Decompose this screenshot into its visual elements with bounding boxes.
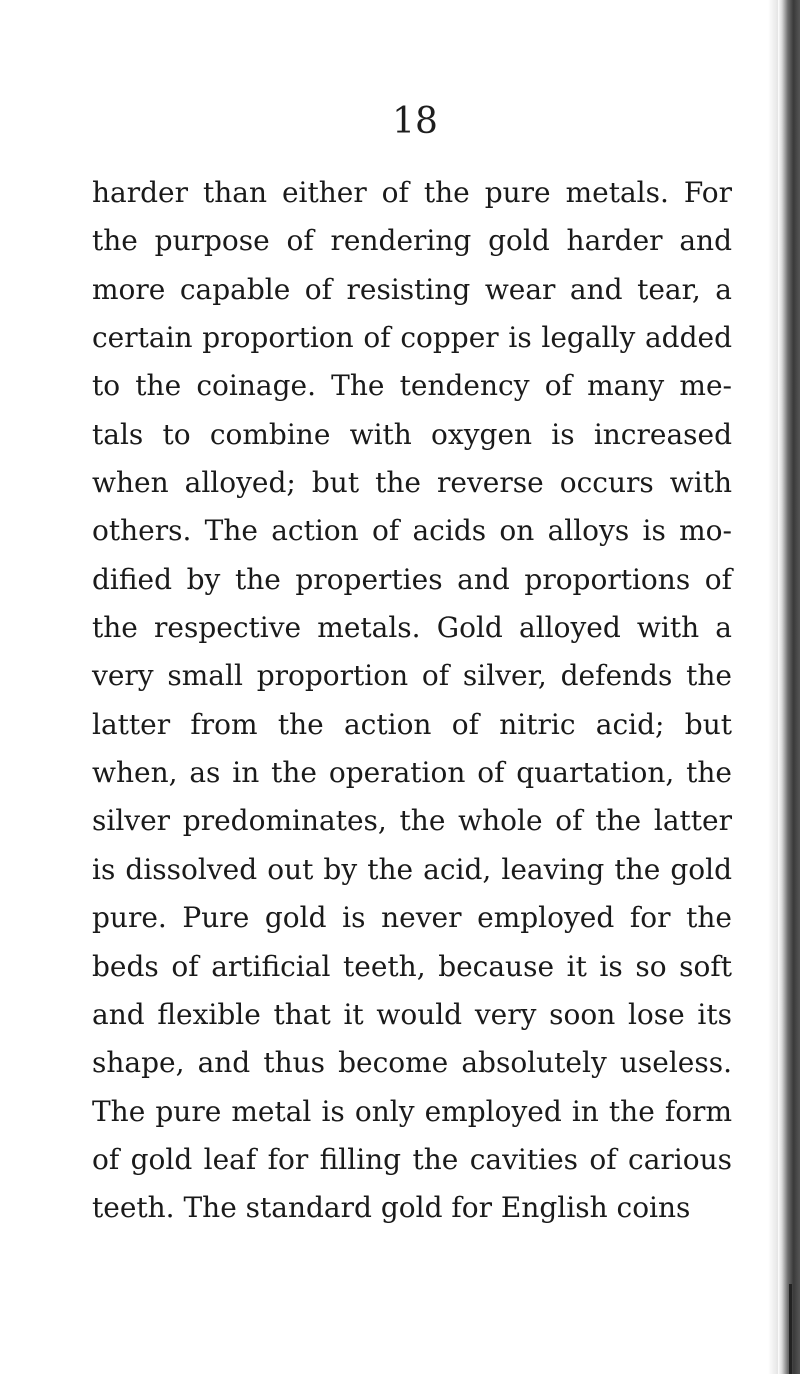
text-line: is dissolved out by the acid, leaving the gold	[92, 852, 732, 886]
text-line: pure. Pure gold is never employed for the	[92, 901, 732, 935]
binding-edge	[778, 0, 800, 1374]
text-line: and flexible that it would very soon lose its	[92, 997, 732, 1031]
text-line: when, as in the operation of quartation, the	[92, 756, 732, 790]
text-line: others. The action of acids on alloys is mo-	[92, 514, 732, 548]
text-line: harder than either of the pure metals. For	[92, 176, 732, 209]
text-line: the purpose of rendering gold harder and	[92, 224, 732, 258]
text-line: certain proportion of copper is legally added	[92, 321, 732, 355]
text-line: latter from the action of nitric acid; but	[92, 707, 732, 741]
body-text	[92, 169, 732, 1233]
text-line: beds of artificial teeth, because it is so soft	[92, 949, 732, 983]
text-line: teeth. The standard gold for English coins	[92, 1191, 691, 1225]
text-line: The pure metal is only employed in the form	[92, 1094, 732, 1128]
text-line: of gold leaf for filling the cavities of carious	[92, 1142, 732, 1176]
binding-shadow	[768, 0, 778, 1374]
text-line: the respective metals. Gold alloyed with a	[92, 611, 732, 645]
binding-edge-mark	[789, 1284, 792, 1374]
text-line: dified by the properties and proportions of	[92, 562, 732, 596]
text-line: shape, and thus become absolutely useless.	[92, 1046, 732, 1080]
page-number: 18	[392, 101, 438, 142]
text-line: when alloyed; but the reverse occurs with	[92, 466, 732, 500]
text-line: very small proportion of silver, defends the	[92, 659, 732, 693]
text-line: more capable of resisting wear and tear, a	[92, 272, 732, 306]
text-line: to the coinage. The tendency of many me-	[92, 369, 732, 403]
text-line: silver predominates, the whole of the latter	[92, 804, 732, 838]
text-line: tals to combine with oxygen is increased	[92, 417, 732, 451]
